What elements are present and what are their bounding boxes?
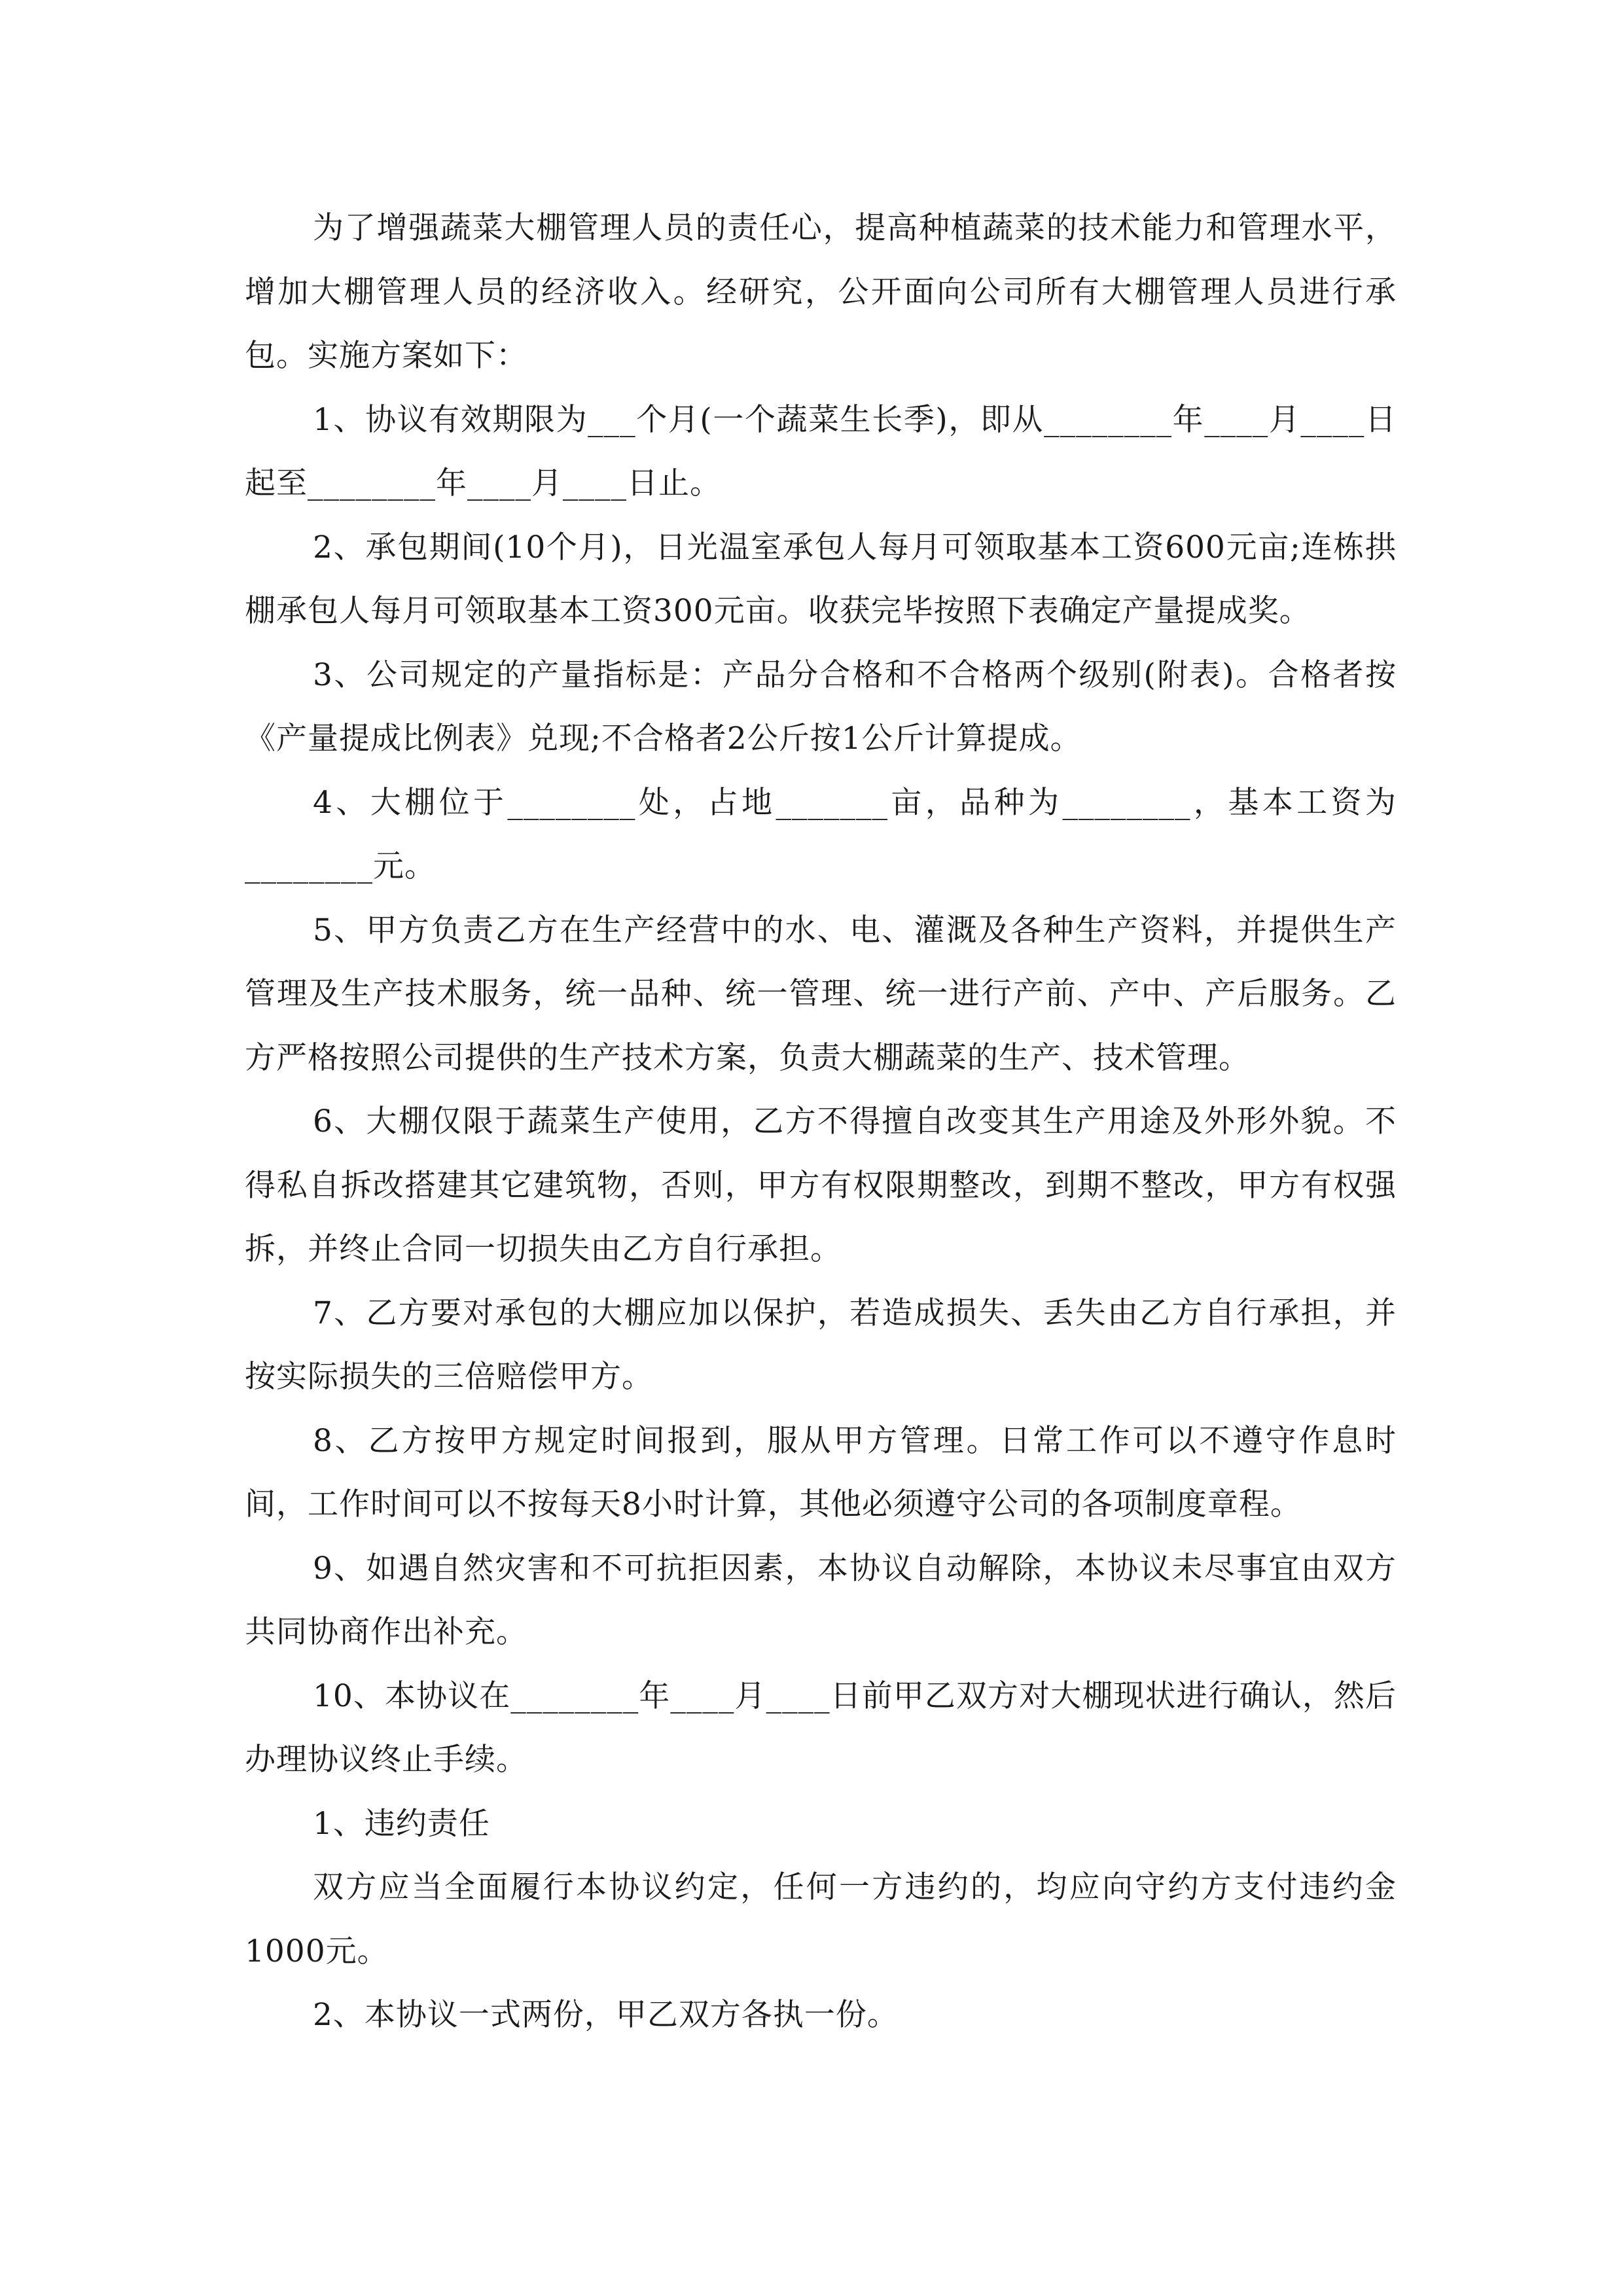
clause-3-quota: 3、公司规定的产量指标是：产品分合格和不合格两个级别(附表)。合格者按《产量提成比例表》兑现;不合格者2公斤按1公斤计算提成。 (245, 656, 1397, 757)
clause-8-attendance: 8、乙方按甲方规定时间报到，服从甲方管理。日常工作可以不遵守作息时间，工作时间可以不按每天8小时计算，其他必须遵守公司的各项制度章程。 (245, 1422, 1397, 1522)
clause-5-party-a-duties: 5、甲方负责乙方在生产经营中的水、电、灌溉及各种生产资料，并提供生产管理及生产技术服务，统一品种、统一管理、统一进行产前、产中、产后服务。乙方严格按照公司提供的生产技术方案，负责大棚蔬菜的生产、技术管理。 (245, 912, 1397, 1076)
breach-heading: 1、违约责任 (313, 1805, 490, 1842)
clause-6-usage: 6、大棚仅限于蔬菜生产使用，乙方不得擅自改变其生产用途及外形外貌。不得私自拆改搭建其它建筑物，否则，甲方有权限期整改，到期不整改，甲方有权强拆，并终止合同一切损失由乙方自行承担。 (245, 1103, 1397, 1267)
clause-10-termination: 10、本协议在________年____月____日前甲乙双方对大棚现状进行确认，然后办理协议终止手续。 (245, 1677, 1397, 1778)
copies-paragraph: 2、本协议一式两份，甲乙双方各执一份。 (313, 1997, 899, 2033)
intro-paragraph: 为了增强蔬菜大棚管理人员的责任心，提高种植蔬菜的技术能力和管理水平，增加大棚管理人员的经济收入。经研究，公开面向公司所有大棚管理人员进行承包。实施方案如下： (245, 210, 1397, 374)
document-body (245, 196, 1397, 2047)
clause-9-force-majeure: 9、如遇自然灾害和不可抗拒因素，本协议自动解除，本协议未尽事宜由双方共同协商作出补充。 (245, 1550, 1397, 1650)
breach-paragraph: 双方应当全面履行本协议约定，任何一方违约的，均应向守约方支付违约金1000元。 (245, 1869, 1397, 1969)
clause-1-term: 1、协议有效期限为___个月(一个蔬菜生长季)，即从________年____月____日起至________年____月____日止。 (245, 401, 1397, 501)
clause-4-location: 4、大棚位于________处，占地_______亩，品种为________，基本工资为________元。 (245, 784, 1397, 884)
clause-7-protection: 7、乙方要对承包的大棚应加以保护，若造成损失、丢失由乙方自行承担，并按实际损失的三倍赔偿甲方。 (245, 1295, 1397, 1395)
clause-2-wages: 2、承包期间(10个月)，日光温室承包人每月可领取基本工资600元亩;连栋拱棚承包人每月可领取基本工资300元亩。收获完毕按照下表确定产量提成奖。 (245, 529, 1397, 629)
